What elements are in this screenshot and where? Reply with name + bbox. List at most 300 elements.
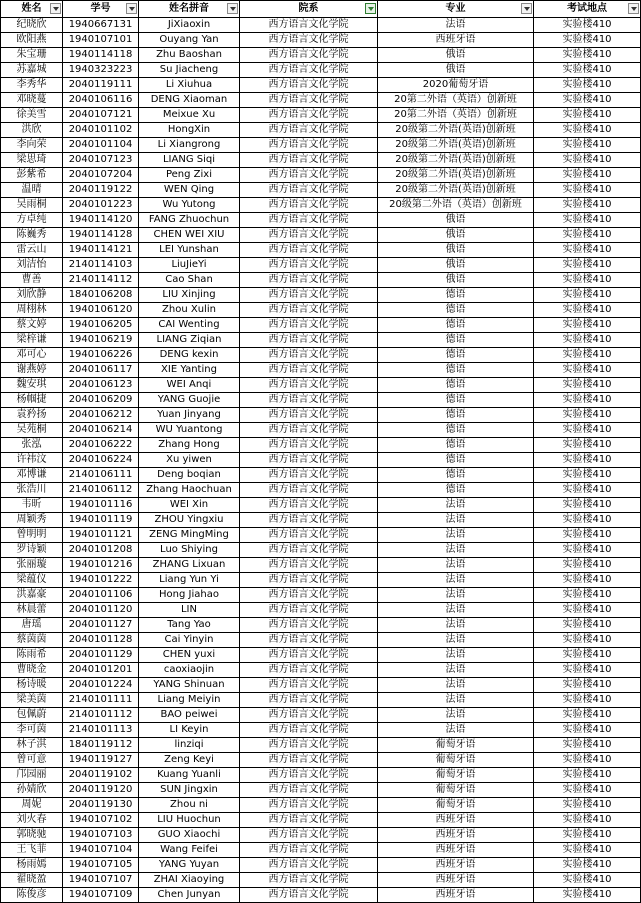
cell-name[interactable]: 洪欣 xyxy=(1,123,63,138)
cell-major[interactable]: 法语 xyxy=(378,708,534,723)
cell-pinyin[interactable]: DENG kexin xyxy=(139,348,240,363)
cell-major[interactable]: 法语 xyxy=(378,513,534,528)
cell-student-id[interactable]: 1940101121 xyxy=(63,528,139,543)
cell-major[interactable]: 俄语 xyxy=(378,63,534,78)
cell-pinyin[interactable]: LIANG Ziqian xyxy=(139,333,240,348)
cell-pinyin[interactable]: Meixue Xu xyxy=(139,108,240,123)
cell-name[interactable]: 刘洁怡 xyxy=(1,258,63,273)
cell-pinyin[interactable]: Wang Feifei xyxy=(139,843,240,858)
cell-department[interactable]: 西方语言文化学院 xyxy=(240,108,378,123)
cell-pinyin[interactable]: LIU Huochun xyxy=(139,813,240,828)
cell-major[interactable]: 法语 xyxy=(378,603,534,618)
cell-name[interactable]: 唐瑶 xyxy=(1,618,63,633)
cell-name[interactable]: 孙婧欣 xyxy=(1,783,63,798)
cell-student-id[interactable]: 1940107109 xyxy=(63,888,139,903)
cell-department[interactable]: 西方语言文化学院 xyxy=(240,438,378,453)
cell-pinyin[interactable]: WEI Anqi xyxy=(139,378,240,393)
cell-exam-location[interactable]: 实验楼410 xyxy=(534,648,641,663)
cell-name[interactable]: 邝园丽 xyxy=(1,768,63,783)
cell-name[interactable]: 李可茵 xyxy=(1,723,63,738)
cell-name[interactable]: 周颖秀 xyxy=(1,513,63,528)
cell-exam-location[interactable]: 实验楼410 xyxy=(534,828,641,843)
cell-name[interactable]: 曹晓金 xyxy=(1,663,63,678)
cell-student-id[interactable]: 2040106123 xyxy=(63,378,139,393)
cell-exam-location[interactable]: 实验楼410 xyxy=(534,333,641,348)
cell-exam-location[interactable]: 实验楼410 xyxy=(534,813,641,828)
cell-major[interactable]: 德语 xyxy=(378,318,534,333)
cell-department[interactable]: 西方语言文化学院 xyxy=(240,453,378,468)
cell-department[interactable]: 西方语言文化学院 xyxy=(240,63,378,78)
cell-student-id[interactable]: 1940106205 xyxy=(63,318,139,333)
cell-exam-location[interactable]: 实验楼410 xyxy=(534,288,641,303)
cell-major[interactable]: 20级第二外语(英语)创新班 xyxy=(378,183,534,198)
cell-pinyin[interactable]: Zhang Haochuan xyxy=(139,483,240,498)
cell-student-id[interactable]: 2040101223 xyxy=(63,198,139,213)
cell-name[interactable]: 蔡茵茵 xyxy=(1,633,63,648)
cell-major[interactable]: 西班牙语 xyxy=(378,828,534,843)
cell-pinyin[interactable]: Wu Yutong xyxy=(139,198,240,213)
cell-pinyin[interactable]: YANG Shinuan xyxy=(139,678,240,693)
cell-pinyin[interactable]: LIU Xinjing xyxy=(139,288,240,303)
cell-student-id[interactable]: 2040106117 xyxy=(63,363,139,378)
cell-name[interactable]: 朱宝珊 xyxy=(1,48,63,63)
cell-name[interactable]: 吴雨桐 xyxy=(1,198,63,213)
cell-pinyin[interactable]: linziqi xyxy=(139,738,240,753)
cell-exam-location[interactable]: 实验楼410 xyxy=(534,798,641,813)
cell-exam-location[interactable]: 实验楼410 xyxy=(534,678,641,693)
cell-exam-location[interactable]: 实验楼410 xyxy=(534,198,641,213)
cell-major[interactable]: 德语 xyxy=(378,378,534,393)
cell-department[interactable]: 西方语言文化学院 xyxy=(240,363,378,378)
cell-department[interactable]: 西方语言文化学院 xyxy=(240,513,378,528)
cell-pinyin[interactable]: Zhou ni xyxy=(139,798,240,813)
cell-exam-location[interactable]: 实验楼410 xyxy=(534,573,641,588)
cell-student-id[interactable]: 2040101102 xyxy=(63,123,139,138)
cell-name[interactable]: 刘火春 xyxy=(1,813,63,828)
cell-name[interactable]: 杨诗暖 xyxy=(1,678,63,693)
cell-department[interactable]: 西方语言文化学院 xyxy=(240,468,378,483)
cell-pinyin[interactable]: GUO Xiaochi xyxy=(139,828,240,843)
cell-major[interactable]: 俄语 xyxy=(378,228,534,243)
cell-exam-location[interactable]: 实验楼410 xyxy=(534,348,641,363)
cell-name[interactable]: 王飞菲 xyxy=(1,843,63,858)
cell-major[interactable]: 西班牙语 xyxy=(378,33,534,48)
cell-major[interactable]: 法语 xyxy=(378,558,534,573)
cell-student-id[interactable]: 1940106226 xyxy=(63,348,139,363)
cell-exam-location[interactable]: 实验楼410 xyxy=(534,48,641,63)
cell-exam-location[interactable]: 实验楼410 xyxy=(534,78,641,93)
cell-exam-location[interactable]: 实验楼410 xyxy=(534,243,641,258)
cell-department[interactable]: 西方语言文化学院 xyxy=(240,828,378,843)
cell-exam-location[interactable]: 实验楼410 xyxy=(534,528,641,543)
cell-name[interactable]: 韦昕 xyxy=(1,498,63,513)
cell-exam-location[interactable]: 实验楼410 xyxy=(534,633,641,648)
cell-exam-location[interactable]: 实验楼410 xyxy=(534,873,641,888)
cell-pinyin[interactable]: ZHAI Xiaoying xyxy=(139,873,240,888)
cell-major[interactable]: 葡萄牙语 xyxy=(378,768,534,783)
cell-department[interactable]: 西方语言文化学院 xyxy=(240,873,378,888)
cell-major[interactable]: 法语 xyxy=(378,633,534,648)
cell-exam-location[interactable]: 实验楼410 xyxy=(534,168,641,183)
cell-name[interactable]: 李向荣 xyxy=(1,138,63,153)
cell-department[interactable]: 西方语言文化学院 xyxy=(240,498,378,513)
cell-name[interactable]: 包佩蔚 xyxy=(1,708,63,723)
cell-student-id[interactable]: 1940101116 xyxy=(63,498,139,513)
cell-pinyin[interactable]: Yuan Jinyang xyxy=(139,408,240,423)
cell-pinyin[interactable]: CAI Wenting xyxy=(139,318,240,333)
cell-student-id[interactable]: 2040101104 xyxy=(63,138,139,153)
cell-pinyin[interactable]: WU Yuantong xyxy=(139,423,240,438)
cell-major[interactable]: 德语 xyxy=(378,348,534,363)
cell-major[interactable]: 德语 xyxy=(378,468,534,483)
cell-pinyin[interactable]: LI Keyin xyxy=(139,723,240,738)
cell-student-id[interactable]: 2140106112 xyxy=(63,483,139,498)
cell-major[interactable]: 西班牙语 xyxy=(378,888,534,903)
cell-major[interactable]: 法语 xyxy=(378,18,534,33)
cell-major[interactable]: 法语 xyxy=(378,648,534,663)
cell-major[interactable]: 西班牙语 xyxy=(378,813,534,828)
cell-student-id[interactable]: 2140114103 xyxy=(63,258,139,273)
cell-student-id[interactable]: 1940106219 xyxy=(63,333,139,348)
cell-name[interactable]: 纪晓欣 xyxy=(1,18,63,33)
cell-student-id[interactable]: 2040106116 xyxy=(63,93,139,108)
cell-exam-location[interactable]: 实验楼410 xyxy=(534,273,641,288)
cell-name[interactable]: 周妮 xyxy=(1,798,63,813)
cell-name[interactable]: 陈雨希 xyxy=(1,648,63,663)
cell-student-id[interactable]: 2040101106 xyxy=(63,588,139,603)
cell-exam-location[interactable]: 实验楼410 xyxy=(534,663,641,678)
filter-dropdown-icon[interactable] xyxy=(628,3,639,14)
cell-major[interactable]: 俄语 xyxy=(378,48,534,63)
cell-name[interactable]: 邓博谦 xyxy=(1,468,63,483)
cell-department[interactable]: 西方语言文化学院 xyxy=(240,333,378,348)
cell-major[interactable]: 法语 xyxy=(378,618,534,633)
cell-department[interactable]: 西方语言文化学院 xyxy=(240,318,378,333)
cell-exam-location[interactable]: 实验楼410 xyxy=(534,888,641,903)
cell-pinyin[interactable]: Liang Yun Yi xyxy=(139,573,240,588)
cell-pinyin[interactable]: XIE Yanting xyxy=(139,363,240,378)
cell-major[interactable]: 20级第二外语（英语）创新班 xyxy=(378,198,534,213)
cell-department[interactable]: 西方语言文化学院 xyxy=(240,618,378,633)
cell-major[interactable]: 法语 xyxy=(378,723,534,738)
cell-exam-location[interactable]: 实验楼410 xyxy=(534,513,641,528)
cell-pinyin[interactable]: JiXiaoxin xyxy=(139,18,240,33)
cell-major[interactable]: 法语 xyxy=(378,528,534,543)
cell-major[interactable]: 俄语 xyxy=(378,273,534,288)
cell-exam-location[interactable]: 实验楼410 xyxy=(534,18,641,33)
cell-department[interactable]: 西方语言文化学院 xyxy=(240,33,378,48)
cell-exam-location[interactable]: 实验楼410 xyxy=(534,408,641,423)
cell-exam-location[interactable]: 实验楼410 xyxy=(534,363,641,378)
cell-pinyin[interactable]: Zhou Xulin xyxy=(139,303,240,318)
cell-major[interactable]: 德语 xyxy=(378,303,534,318)
cell-exam-location[interactable]: 实验楼410 xyxy=(534,153,641,168)
cell-student-id[interactable]: 2040106222 xyxy=(63,438,139,453)
cell-major[interactable]: 20第二外语（英语）创新班 xyxy=(378,93,534,108)
cell-exam-location[interactable]: 实验楼410 xyxy=(534,258,641,273)
cell-student-id[interactable]: 1940114128 xyxy=(63,228,139,243)
cell-exam-location[interactable]: 实验楼410 xyxy=(534,108,641,123)
cell-pinyin[interactable]: YANG Guojie xyxy=(139,393,240,408)
cell-department[interactable]: 西方语言文化学院 xyxy=(240,813,378,828)
cell-pinyin[interactable]: Su Jiacheng xyxy=(139,63,240,78)
cell-department[interactable]: 西方语言文化学院 xyxy=(240,843,378,858)
cell-student-id[interactable]: 1840119112 xyxy=(63,738,139,753)
cell-major[interactable]: 葡萄牙语 xyxy=(378,798,534,813)
cell-name[interactable]: 方卓纯 xyxy=(1,213,63,228)
cell-name[interactable]: 梁蕴仪 xyxy=(1,573,63,588)
cell-pinyin[interactable]: Hong Jiahao xyxy=(139,588,240,603)
cell-department[interactable]: 西方语言文化学院 xyxy=(240,723,378,738)
cell-name[interactable]: 雷云山 xyxy=(1,243,63,258)
cell-exam-location[interactable]: 实验楼410 xyxy=(534,303,641,318)
cell-student-id[interactable]: 1940323223 xyxy=(63,63,139,78)
cell-major[interactable]: 葡萄牙语 xyxy=(378,783,534,798)
cell-department[interactable]: 西方语言文化学院 xyxy=(240,543,378,558)
cell-student-id[interactable]: 2140101112 xyxy=(63,708,139,723)
cell-exam-location[interactable]: 实验楼410 xyxy=(534,138,641,153)
cell-name[interactable]: 林晨蕾 xyxy=(1,603,63,618)
cell-name[interactable]: 梁美茵 xyxy=(1,693,63,708)
cell-student-id[interactable]: 2040119122 xyxy=(63,183,139,198)
cell-major[interactable]: 法语 xyxy=(378,693,534,708)
cell-major[interactable]: 葡萄牙语 xyxy=(378,738,534,753)
cell-student-id[interactable]: 1940107101 xyxy=(63,33,139,48)
cell-major[interactable]: 20级第二外语(英语)创新班 xyxy=(378,168,534,183)
cell-department[interactable]: 西方语言文化学院 xyxy=(240,348,378,363)
cell-exam-location[interactable]: 实验楼410 xyxy=(534,708,641,723)
cell-department[interactable]: 西方语言文化学院 xyxy=(240,258,378,273)
cell-exam-location[interactable]: 实验楼410 xyxy=(534,228,641,243)
cell-name[interactable]: 洪嘉豪 xyxy=(1,588,63,603)
cell-student-id[interactable]: 1940107105 xyxy=(63,858,139,873)
cell-department[interactable]: 西方语言文化学院 xyxy=(240,588,378,603)
cell-department[interactable]: 西方语言文化学院 xyxy=(240,78,378,93)
cell-student-id[interactable]: 1940101222 xyxy=(63,573,139,588)
cell-exam-location[interactable]: 实验楼410 xyxy=(534,483,641,498)
cell-pinyin[interactable]: YANG Yuyan xyxy=(139,858,240,873)
cell-student-id[interactable]: 1940114120 xyxy=(63,213,139,228)
cell-student-id[interactable]: 2040101208 xyxy=(63,543,139,558)
cell-exam-location[interactable]: 实验楼410 xyxy=(534,33,641,48)
cell-name[interactable]: 温晴 xyxy=(1,183,63,198)
cell-department[interactable]: 西方语言文化学院 xyxy=(240,858,378,873)
cell-major[interactable]: 德语 xyxy=(378,423,534,438)
cell-major[interactable]: 法语 xyxy=(378,573,534,588)
cell-name[interactable]: 邓可心 xyxy=(1,348,63,363)
cell-department[interactable]: 西方语言文化学院 xyxy=(240,288,378,303)
cell-major[interactable]: 德语 xyxy=(378,453,534,468)
cell-student-id[interactable]: 2040106224 xyxy=(63,453,139,468)
cell-exam-location[interactable]: 实验楼410 xyxy=(534,438,641,453)
cell-student-id[interactable]: 1940107107 xyxy=(63,873,139,888)
filter-dropdown-icon[interactable] xyxy=(50,3,61,14)
cell-pinyin[interactable]: ZENG MingMing xyxy=(139,528,240,543)
cell-student-id[interactable]: 2040101224 xyxy=(63,678,139,693)
cell-department[interactable]: 西方语言文化学院 xyxy=(240,138,378,153)
cell-exam-location[interactable]: 实验楼410 xyxy=(534,468,641,483)
cell-exam-location[interactable]: 实验楼410 xyxy=(534,858,641,873)
cell-student-id[interactable]: 1940106120 xyxy=(63,303,139,318)
cell-major[interactable]: 德语 xyxy=(378,393,534,408)
filter-dropdown-icon[interactable] xyxy=(521,3,532,14)
cell-student-id[interactable]: 1940101119 xyxy=(63,513,139,528)
cell-student-id[interactable]: 2040107121 xyxy=(63,108,139,123)
cell-department[interactable]: 西方语言文化学院 xyxy=(240,228,378,243)
cell-name[interactable]: 苏嘉城 xyxy=(1,63,63,78)
cell-major[interactable]: 20级第二外语(英语)创新班 xyxy=(378,153,534,168)
cell-pinyin[interactable]: DENG Xiaoman xyxy=(139,93,240,108)
cell-exam-location[interactable]: 实验楼410 xyxy=(534,558,641,573)
cell-major[interactable]: 20第二外语（英语）创新班 xyxy=(378,108,534,123)
cell-student-id[interactable]: 2140101113 xyxy=(63,723,139,738)
cell-pinyin[interactable]: LEI Yunshan xyxy=(139,243,240,258)
cell-department[interactable]: 西方语言文化学院 xyxy=(240,48,378,63)
cell-pinyin[interactable]: ZHANG Lixuan xyxy=(139,558,240,573)
cell-name[interactable]: 翟晓盈 xyxy=(1,873,63,888)
cell-pinyin[interactable]: Zhu Baoshan xyxy=(139,48,240,63)
cell-department[interactable]: 西方语言文化学院 xyxy=(240,378,378,393)
cell-pinyin[interactable]: SUN Jingxin xyxy=(139,783,240,798)
cell-student-id[interactable]: 1940101216 xyxy=(63,558,139,573)
cell-exam-location[interactable]: 实验楼410 xyxy=(534,693,641,708)
cell-student-id[interactable]: 1940114121 xyxy=(63,243,139,258)
cell-name[interactable]: 梁梓谦 xyxy=(1,333,63,348)
cell-pinyin[interactable]: Ouyang Yan xyxy=(139,33,240,48)
cell-exam-location[interactable]: 实验楼410 xyxy=(534,378,641,393)
cell-name[interactable]: 张泓 xyxy=(1,438,63,453)
cell-exam-location[interactable]: 实验楼410 xyxy=(534,588,641,603)
cell-major[interactable]: 德语 xyxy=(378,363,534,378)
cell-student-id[interactable]: 1940107104 xyxy=(63,843,139,858)
cell-exam-location[interactable]: 实验楼410 xyxy=(534,213,641,228)
cell-student-id[interactable]: 2040119102 xyxy=(63,768,139,783)
cell-department[interactable]: 西方语言文化学院 xyxy=(240,303,378,318)
cell-name[interactable]: 刘欣静 xyxy=(1,288,63,303)
cell-department[interactable]: 西方语言文化学院 xyxy=(240,648,378,663)
cell-department[interactable]: 西方语言文化学院 xyxy=(240,168,378,183)
cell-major[interactable]: 法语 xyxy=(378,498,534,513)
cell-department[interactable]: 西方语言文化学院 xyxy=(240,603,378,618)
cell-student-id[interactable]: 1840106208 xyxy=(63,288,139,303)
cell-pinyin[interactable]: Zhang Hong xyxy=(139,438,240,453)
cell-exam-location[interactable]: 实验楼410 xyxy=(534,318,641,333)
cell-name[interactable]: 袁矜扬 xyxy=(1,408,63,423)
cell-name[interactable]: 杨帼捷 xyxy=(1,393,63,408)
cell-major[interactable]: 德语 xyxy=(378,288,534,303)
cell-exam-location[interactable]: 实验楼410 xyxy=(534,753,641,768)
cell-student-id[interactable]: 2040101129 xyxy=(63,648,139,663)
cell-pinyin[interactable]: Deng boqian xyxy=(139,468,240,483)
cell-major[interactable]: 德语 xyxy=(378,333,534,348)
cell-name[interactable]: 吴苑桐 xyxy=(1,423,63,438)
cell-major[interactable]: 德语 xyxy=(378,438,534,453)
filter-dropdown-icon[interactable] xyxy=(126,3,137,14)
cell-student-id[interactable]: 2140106111 xyxy=(63,468,139,483)
cell-student-id[interactable]: 2040101127 xyxy=(63,618,139,633)
cell-exam-location[interactable]: 实验楼410 xyxy=(534,738,641,753)
cell-department[interactable]: 西方语言文化学院 xyxy=(240,663,378,678)
cell-exam-location[interactable]: 实验楼410 xyxy=(534,783,641,798)
cell-department[interactable]: 西方语言文化学院 xyxy=(240,738,378,753)
cell-major[interactable]: 法语 xyxy=(378,588,534,603)
cell-pinyin[interactable]: HongXin xyxy=(139,123,240,138)
cell-pinyin[interactable]: Chen Junyan xyxy=(139,888,240,903)
cell-pinyin[interactable]: WEN Qing xyxy=(139,183,240,198)
cell-pinyin[interactable]: Li Xiuhua xyxy=(139,78,240,93)
filter-dropdown-icon[interactable] xyxy=(227,3,238,14)
cell-student-id[interactable]: 1940107103 xyxy=(63,828,139,843)
cell-pinyin[interactable]: Kuang Yuanli xyxy=(139,768,240,783)
cell-major[interactable]: 法语 xyxy=(378,663,534,678)
cell-student-id[interactable]: 2040101120 xyxy=(63,603,139,618)
cell-student-id[interactable]: 1940667131 xyxy=(63,18,139,33)
cell-name[interactable]: 彭紫希 xyxy=(1,168,63,183)
cell-department[interactable]: 西方语言文化学院 xyxy=(240,393,378,408)
cell-pinyin[interactable]: caoxiaojin xyxy=(139,663,240,678)
cell-exam-location[interactable]: 实验楼410 xyxy=(534,93,641,108)
cell-name[interactable]: 林子淇 xyxy=(1,738,63,753)
cell-exam-location[interactable]: 实验楼410 xyxy=(534,423,641,438)
cell-student-id[interactable]: 2040106212 xyxy=(63,408,139,423)
cell-exam-location[interactable]: 实验楼410 xyxy=(534,843,641,858)
cell-student-id[interactable]: 2040107204 xyxy=(63,168,139,183)
cell-major[interactable]: 俄语 xyxy=(378,243,534,258)
cell-name[interactable]: 郭晓驰 xyxy=(1,828,63,843)
cell-pinyin[interactable]: Liang Meiyin xyxy=(139,693,240,708)
cell-exam-location[interactable]: 实验楼410 xyxy=(534,453,641,468)
cell-name[interactable]: 欧阳燕 xyxy=(1,33,63,48)
cell-student-id[interactable]: 2140101111 xyxy=(63,693,139,708)
cell-student-id[interactable]: 2040119130 xyxy=(63,798,139,813)
cell-name[interactable]: 周栩林 xyxy=(1,303,63,318)
cell-department[interactable]: 西方语言文化学院 xyxy=(240,573,378,588)
cell-pinyin[interactable]: WEI Xin xyxy=(139,498,240,513)
cell-exam-location[interactable]: 实验楼410 xyxy=(534,183,641,198)
cell-student-id[interactable]: 2140114112 xyxy=(63,273,139,288)
cell-student-id[interactable]: 2040107123 xyxy=(63,153,139,168)
cell-department[interactable]: 西方语言文化学院 xyxy=(240,243,378,258)
cell-department[interactable]: 西方语言文化学院 xyxy=(240,18,378,33)
cell-exam-location[interactable]: 实验楼410 xyxy=(534,63,641,78)
cell-exam-location[interactable]: 实验楼410 xyxy=(534,603,641,618)
cell-student-id[interactable]: 1940119127 xyxy=(63,753,139,768)
cell-department[interactable]: 西方语言文化学院 xyxy=(240,273,378,288)
cell-pinyin[interactable]: LiuJieYi xyxy=(139,258,240,273)
cell-department[interactable]: 西方语言文化学院 xyxy=(240,198,378,213)
cell-exam-location[interactable]: 实验楼410 xyxy=(534,543,641,558)
cell-major[interactable]: 德语 xyxy=(378,408,534,423)
cell-pinyin[interactable]: Li Xiangrong xyxy=(139,138,240,153)
cell-major[interactable]: 20级第二外语(英语)创新班 xyxy=(378,138,534,153)
cell-name[interactable]: 梁思琦 xyxy=(1,153,63,168)
cell-student-id[interactable]: 2040101128 xyxy=(63,633,139,648)
cell-major[interactable]: 法语 xyxy=(378,678,534,693)
cell-department[interactable]: 西方语言文化学院 xyxy=(240,783,378,798)
cell-department[interactable]: 西方语言文化学院 xyxy=(240,753,378,768)
cell-pinyin[interactable]: LIANG Siqi xyxy=(139,153,240,168)
cell-student-id[interactable]: 1940114118 xyxy=(63,48,139,63)
cell-pinyin[interactable]: Cao Shan xyxy=(139,273,240,288)
cell-major[interactable]: 20级第二外语(英语)创新班 xyxy=(378,123,534,138)
cell-student-id[interactable]: 2040106214 xyxy=(63,423,139,438)
cell-major[interactable]: 葡萄牙语 xyxy=(378,753,534,768)
cell-exam-location[interactable]: 实验楼410 xyxy=(534,618,641,633)
cell-pinyin[interactable]: CHEN yuxi xyxy=(139,648,240,663)
cell-department[interactable]: 西方语言文化学院 xyxy=(240,708,378,723)
cell-department[interactable]: 西方语言文化学院 xyxy=(240,408,378,423)
cell-name[interactable]: 许祎汶 xyxy=(1,453,63,468)
